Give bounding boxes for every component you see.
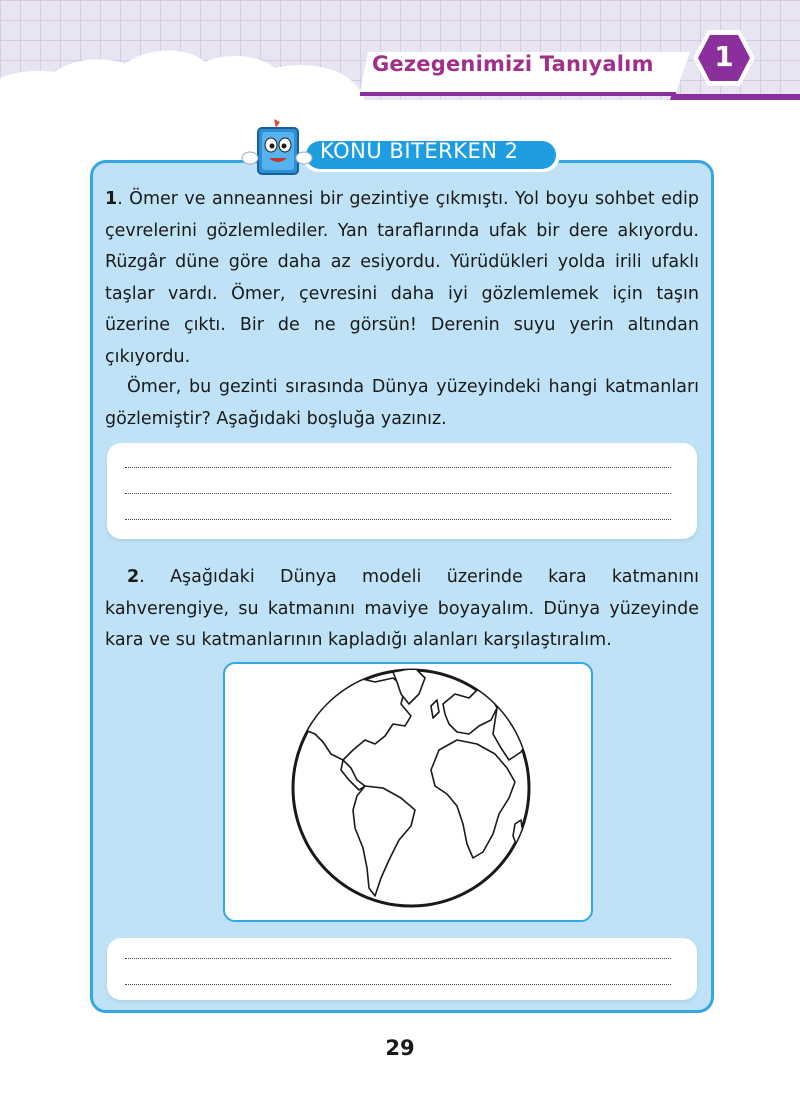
answer-line[interactable] [125,493,671,494]
question-2-body: . Aşağıdaki Dünya modeli üzerinde kara katmanını kahverengiye, su katmanını maviye boyayalım. Dünya yüzeyinde kara ve su katmanlarının kapladığı alanları karşılaştıralım. [105,567,699,650]
globe-frame [223,662,593,922]
answer-line[interactable] [125,519,671,520]
question-2-number: 2 [127,567,140,587]
question-1-body: . Ömer ve anneannesi bir gezintiye çıkmıştı. Yol boyu sohbet edip çevrelerini gözlemlediler. Yan taraflarında ufak bir dere akıyordu. Rüzgâr düne göre daha az esiyordu. Yürüdükleri yolda irili ufaklı taşlar vardı. Ömer, çevresini daha iyi gözlemlemek için taşın üzerine çıktı. Bir de ne görsün! Derenin suyu yerin altından çıkıyordu. [105,189,699,367]
answer-area-2[interactable] [107,938,697,1000]
question-2-text [105,562,699,657]
book-mascot-icon [242,119,312,174]
page-number: 29 [385,1036,415,1060]
question-1-prompt: Ömer, bu gezinti sırasında Dünya yüzeyindeki hangi katmanları gözlemiştir? Aşağıdaki boşluğa yazınız. [105,377,699,429]
question-1-number: 1 [105,189,118,209]
answer-line[interactable] [125,958,671,959]
chapter-number: 1 [714,40,734,73]
world-globe-drawing[interactable] [225,664,591,920]
section-label: KONU BİTERKEN 2 [320,139,519,163]
answer-line[interactable] [125,984,671,985]
answer-line[interactable] [125,467,671,468]
chapter-title: Gezegenimizi Tanıyalım [372,52,654,76]
question-1-text [105,184,699,373]
answer-area-1[interactable] [107,443,697,539]
